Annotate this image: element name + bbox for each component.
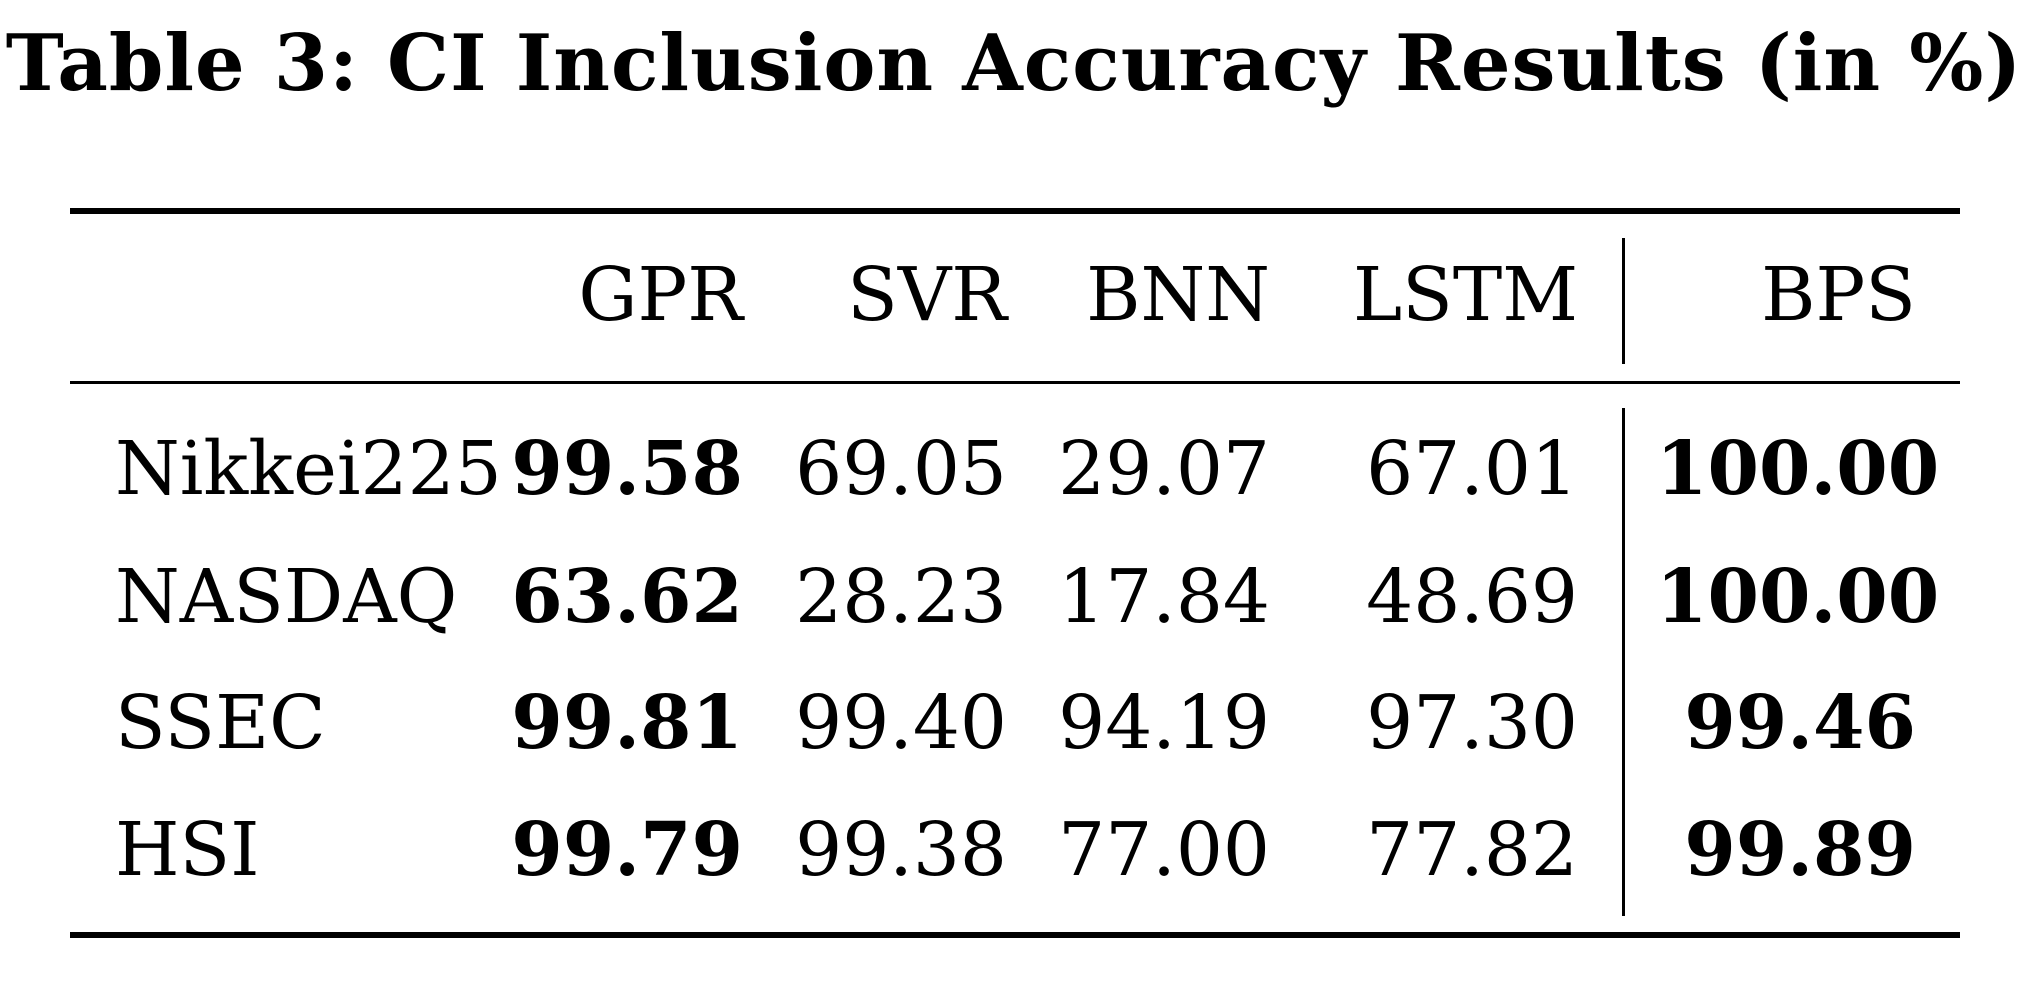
table-cell: 99.89 <box>1684 807 1916 893</box>
table-cell: 63.62 <box>511 554 743 640</box>
table-cell: 77.82 <box>1366 807 1578 893</box>
column-header-gpr: GPR <box>578 252 743 338</box>
body-column-divider <box>1622 408 1625 916</box>
column-header-lstm: LSTM <box>1353 252 1578 338</box>
table-cell: 97.30 <box>1366 680 1578 766</box>
table-cell: 100.00 <box>1656 426 1940 512</box>
table-cell: 100.00 <box>1656 554 1940 640</box>
column-header-bnn: BNN <box>1086 252 1270 338</box>
row-label-nikkei225: Nikkei225 <box>115 426 502 512</box>
table-cell: 99.46 <box>1684 680 1916 766</box>
table-cell: 17.84 <box>1058 554 1270 640</box>
top-rule <box>70 208 1960 214</box>
table-cell: 99.38 <box>795 807 1007 893</box>
table-caption: Table 3: CI Inclusion Accuracy Results (in %) <box>5 18 2023 109</box>
table-cell: 99.81 <box>511 680 743 766</box>
row-label-nasdaq: NASDAQ <box>115 554 458 640</box>
header-column-divider <box>1622 238 1625 364</box>
row-label-hsi: HSI <box>115 807 260 893</box>
table-cell: 69.05 <box>795 426 1007 512</box>
table-cell: 29.07 <box>1058 426 1270 512</box>
bottom-rule <box>70 932 1960 938</box>
column-header-svr: SVR <box>847 252 1007 338</box>
table-cell: 28.23 <box>795 554 1007 640</box>
header-rule <box>70 381 1960 384</box>
table-cell: 67.01 <box>1366 426 1578 512</box>
table-cell: 99.58 <box>511 426 743 512</box>
column-header-bps: BPS <box>1761 252 1916 338</box>
table-cell: 48.69 <box>1366 554 1578 640</box>
row-label-ssec: SSEC <box>115 680 326 766</box>
table-cell: 94.19 <box>1058 680 1270 766</box>
table-cell: 99.40 <box>795 680 1007 766</box>
table-cell: 77.00 <box>1058 807 1270 893</box>
table-cell: 99.79 <box>511 807 743 893</box>
